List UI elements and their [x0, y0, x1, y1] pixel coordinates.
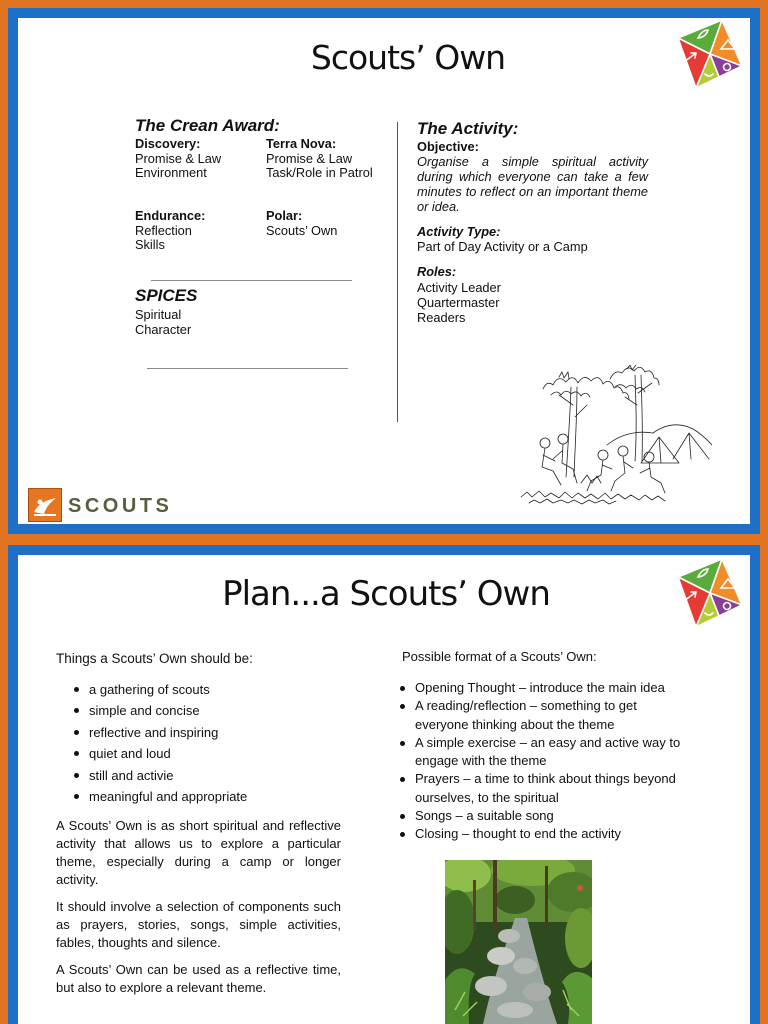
- format-list: [415, 679, 690, 843]
- crean-stage-terra-nova: [266, 137, 373, 181]
- role-item: Quartermaster: [417, 294, 500, 310]
- activity-type-label: Activity Type:: [417, 224, 501, 239]
- stage-label: Endurance:: [135, 208, 206, 223]
- stage-label: Discovery:: [135, 136, 201, 151]
- stage-item: Scouts’ Own: [266, 222, 338, 238]
- stage-item: Reflection: [135, 222, 192, 238]
- stage-label: Polar:: [266, 208, 303, 223]
- list-item: meaningful and appropriate: [89, 786, 349, 807]
- column-divider: [397, 122, 398, 422]
- role-item: Activity Leader: [417, 279, 501, 295]
- list-item: still and activie: [89, 765, 349, 786]
- paragraph: A Scouts’ Own can be used as a reflective time, but also to explore a relevant theme.: [56, 962, 341, 995]
- paragraph: A Scouts’ Own is as short spiritual and reflective activity that allows us to explore a particular theme, especially during a camp or longer activity.: [56, 818, 341, 887]
- crean-stage-discovery: [135, 137, 221, 181]
- qualities-heading: Things a Scouts’ Own should be:: [56, 651, 253, 666]
- crean-stage-polar: [266, 209, 337, 238]
- crean-stage-endurance: [135, 209, 205, 253]
- activity-heading: The Activity:: [417, 119, 519, 138]
- list-item: Opening Thought – introduce the main idea: [415, 679, 690, 697]
- roles-label: Roles:: [417, 264, 457, 279]
- scouts-programme-badge-icon: [672, 557, 744, 631]
- list-item: Closing – thought to end the activity: [415, 825, 690, 843]
- scouts-wordmark: SCOUTS: [68, 495, 173, 517]
- list-item: A reading/reflection – something to get everyone thinking about the theme: [415, 697, 690, 734]
- forest-stream-photo: [445, 860, 592, 1024]
- divider: [147, 368, 348, 369]
- seated-people: [540, 434, 665, 493]
- activity-section: [417, 119, 649, 325]
- stage-item: Environment: [135, 165, 207, 180]
- activity-card: [8, 8, 760, 534]
- stage-label: Terra Nova:: [266, 136, 337, 151]
- description-text: [56, 817, 341, 1006]
- divider: [151, 280, 352, 281]
- campfire-sketch-illustration: [515, 365, 712, 507]
- spices-item: Character: [135, 322, 192, 337]
- list-item: simple and concise: [89, 700, 349, 721]
- role-item: Readers: [417, 309, 466, 325]
- scouts-programme-badge-icon: [672, 18, 744, 92]
- stage-item: Skills: [135, 237, 165, 252]
- objective-text: Organise a simple spiritual activity during which everyone can take a few minutes to reflect on an important theme or idea.: [417, 154, 648, 214]
- stage-item: Promise & Law: [266, 150, 353, 166]
- activity-type-value: Part of Day Activity or a Camp: [417, 238, 588, 254]
- plan-card: [8, 545, 760, 1024]
- qualities-list: [89, 679, 349, 807]
- format-heading: Possible format of a Scouts’ Own:: [402, 649, 597, 664]
- list-item: Songs – a suitable song: [415, 807, 690, 825]
- spices-item: Spiritual: [135, 307, 182, 322]
- scouts-emblem-icon: [28, 488, 62, 522]
- list-item: a gathering of scouts: [89, 679, 349, 700]
- stage-item: Task/Role in Patrol: [266, 165, 373, 180]
- tents: [641, 433, 709, 463]
- list-item: quiet and loud: [89, 743, 349, 764]
- crean-award-heading: The Crean Award:: [135, 116, 280, 135]
- stage-item: Promise & Law: [135, 150, 222, 166]
- spices-heading: SPICES: [135, 286, 198, 305]
- list-item: Prayers – a time to think about things beyond ourselves, to the spiritual: [415, 770, 690, 807]
- ground: [521, 491, 665, 504]
- page-title: Scouts’ Own: [310, 38, 506, 77]
- objective-label: Objective:: [417, 139, 479, 154]
- list-item: A simple exercise – an easy and active way to engage with the theme: [415, 734, 690, 771]
- paragraph: It should involve a selection of components such as prayers, stories, songs, simple activities, fables, thoughts and silence.: [56, 899, 341, 950]
- spices-list: [135, 307, 191, 337]
- page-title: Plan...a Scouts’ Own: [222, 574, 550, 614]
- list-item: reflective and inspiring: [89, 722, 349, 743]
- tree-trunks: [559, 375, 652, 477]
